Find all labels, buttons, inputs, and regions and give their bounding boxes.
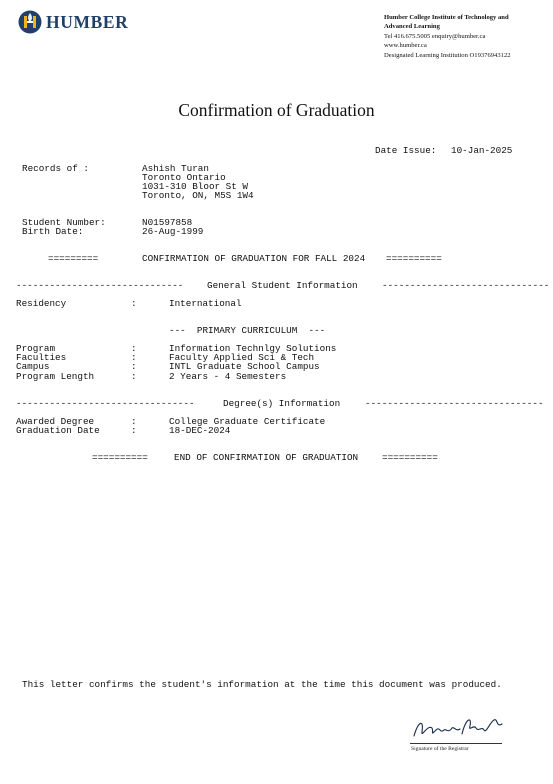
- banner-top-text: CONFIRMATION OF GRADUATION FOR FALL 2024: [142, 253, 366, 264]
- institution-name-line2: Advanced Learning: [384, 23, 440, 31]
- awarded-degree-label: Awarded Degree: [16, 416, 95, 427]
- banner-bottom-right: ==========: [382, 452, 438, 463]
- institution-website: www.humber.ca: [384, 42, 427, 50]
- banner-bottom-text: END OF CONFIRMATION OF GRADUATION: [174, 452, 359, 463]
- page-title: Confirmation of Graduation: [178, 100, 375, 120]
- signature-line: [410, 743, 502, 744]
- degree-heading: Degree(s) Information: [223, 398, 341, 409]
- residency-colon: :: [131, 298, 137, 309]
- graduation-date-value: 18-DEC-2024: [169, 425, 231, 436]
- institution-dli: Designated Learning Institution O19376943122: [384, 51, 511, 59]
- faculties-value: Faculty Applied Sci & Tech: [169, 352, 315, 363]
- curriculum-heading: --- PRIMARY CURRICULUM ---: [169, 325, 326, 336]
- date-issue-value: 10-Jan-2025: [451, 145, 513, 156]
- graduation-date-label: Graduation Date: [16, 425, 100, 436]
- humber-shield-icon: [18, 10, 42, 34]
- program-length-value: 2 Years - 4 Semesters: [169, 371, 287, 382]
- birth-date-label: Birth Date:: [22, 226, 84, 237]
- general-right-rule: ------------------------------: [382, 280, 550, 291]
- awarded-degree-colon: :: [131, 416, 137, 427]
- records-label: Records of :: [22, 163, 89, 174]
- date-issue-label: Date Issue:: [375, 145, 437, 156]
- logo-wordmark: HUMBER: [46, 11, 129, 32]
- graduation-date-colon: :: [131, 425, 137, 436]
- program-length-label: Program Length: [16, 371, 95, 382]
- awarded-degree-value: College Graduate Certificate: [169, 416, 326, 427]
- institution-name-line1: Humber College Institute of Technology and: [384, 14, 509, 21]
- degree-left-rule: --------------------------------: [16, 398, 195, 409]
- program-length-colon: :: [131, 371, 137, 382]
- banner-top-right: ==========: [386, 253, 442, 264]
- records-street: 1031-310 Bloor St W: [142, 181, 249, 192]
- student-number: N01597858: [142, 217, 193, 228]
- banner-top-left: =========: [48, 253, 99, 264]
- faculties-label: Faculties: [16, 352, 67, 363]
- campus-label: Campus: [16, 361, 50, 372]
- degree-right-rule: --------------------------------: [365, 398, 544, 409]
- residency-label: Residency: [16, 298, 67, 309]
- program-value: Information Technlgy Solutions: [169, 343, 337, 354]
- faculties-colon: :: [131, 352, 137, 363]
- institution-info: [384, 13, 549, 60]
- handwritten-signature-icon: [410, 714, 506, 742]
- footer-note: This letter confirms the student's information at the time this document was produced.: [22, 679, 502, 690]
- signature-caption: Signature of the Registrar: [411, 746, 469, 752]
- banner-bottom-left: ==========: [92, 452, 148, 463]
- program-colon: :: [131, 343, 137, 354]
- campus-value: INTL Graduate School Campus: [169, 361, 320, 372]
- program-label: Program: [16, 343, 56, 354]
- campus-colon: :: [131, 361, 137, 372]
- records-name: Ashish Turan: [142, 163, 209, 174]
- institution-contact: Tel 416.675.5005 enquiry@humber.ca: [384, 32, 486, 40]
- records-postal: Toronto, ON, M5S 1W4: [142, 190, 254, 201]
- humber-logo: [18, 9, 128, 35]
- general-left-rule: ------------------------------: [16, 280, 184, 291]
- birth-date: 26-Aug-1999: [142, 226, 204, 237]
- student-number-label: Student Number:: [22, 217, 106, 228]
- general-heading: General Student Information: [207, 280, 358, 291]
- records-city: Toronto Ontario: [142, 172, 226, 183]
- residency-value: International: [169, 298, 242, 309]
